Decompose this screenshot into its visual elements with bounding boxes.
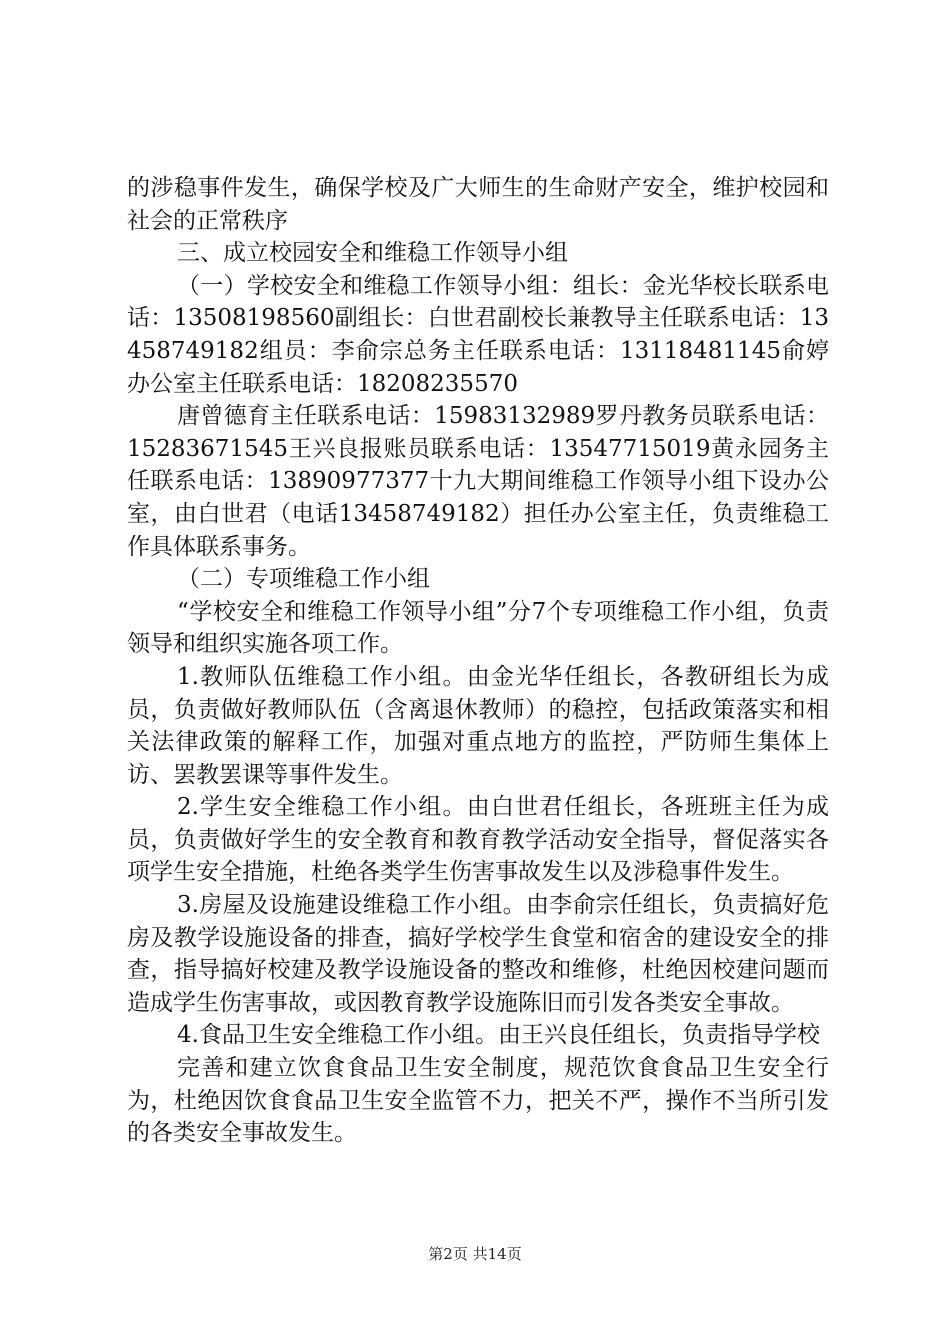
paragraph-food-safety-group: 4.食品卫生安全维稳工作小组。由王兴良任组长，负责指导学校 — [177, 1022, 820, 1049]
document-body — [127, 172, 829, 1150]
page-number-footer: 第2页 共14页 — [428, 1245, 522, 1263]
paragraph-leadership-members: （一）学校安全和维稳工作领导小组：组长：金光华校长联系电话：13508198560副组长：白世君副校长兼教导主任联系电话：13458749182组员：李俞宗总务主任联系电话：13118481145俞婷办公室主任联系电话：18208235570 — [127, 272, 829, 397]
paragraph-food-safety-details: 完善和建立饮食食品卫生安全制度，规范饮食食品卫生安全行为，杜绝因饮食食品卫生安全监管不力，把关不严，操作不当所引发的各类安全事故发生。 — [127, 1055, 829, 1147]
subsection-heading-special-groups: （二）专项维稳工作小组 — [177, 566, 430, 593]
section-heading-leadership-group: 三、成立校园安全和维稳工作领导小组 — [177, 240, 568, 267]
paragraph-student-group: 2.学生安全维稳工作小组。由白世君任组长，各班班主任为成员，负责做好学生的安全教育和教育教学活动安全指导，督促落实各项学生安全措施，杜绝各类学生伤害事故发生以及涉稳事件发生。 — [127, 794, 829, 886]
paragraph-more-members: 唐曾德育主任联系电话：15983132989罗丹教务员联系电话：15283671545王兴良报账员联系电话：13547715019黄永园务主任联系电话：13890977377十九大期间维稳工作领导小组下设办公室，由白世君（电话13458749182）担任办公室主任，负责维稳工作具体联系事务。 — [127, 403, 829, 560]
paragraph-facilities-group: 3.房屋及设施建设维稳工作小组。由李俞宗任组长，负责搞好危房及教学设施设备的排查，搞好学校学生食堂和宿舍的建设安全的排查，指导搞好校建及教学设施设备的整改和维修，杜绝因校建问题而造成学生伤害事故，或因教育教学设施陈旧而引发各类安全事故。 — [127, 892, 829, 1016]
paragraph-teacher-group: 1.教师队伍维稳工作小组。由金光华任组长，各教研组长为成员，负责做好教师队伍（含离退休教师）的稳控，包括政策落实和相关法律政策的解释工作，加强对重点地方的监控，严防师生集体上访、罢教罢课等事件发生。 — [127, 663, 829, 788]
paragraph-continuation: 的涉稳事件发生，确保学校及广大师生的生命财产安全，维护校园和社会的正常秩序 — [127, 175, 829, 234]
paragraph-special-groups-intro: “学校安全和维稳工作领导小组”分7个专项维稳工作小组，负责领导和组织实施各项工作。 — [127, 598, 829, 658]
